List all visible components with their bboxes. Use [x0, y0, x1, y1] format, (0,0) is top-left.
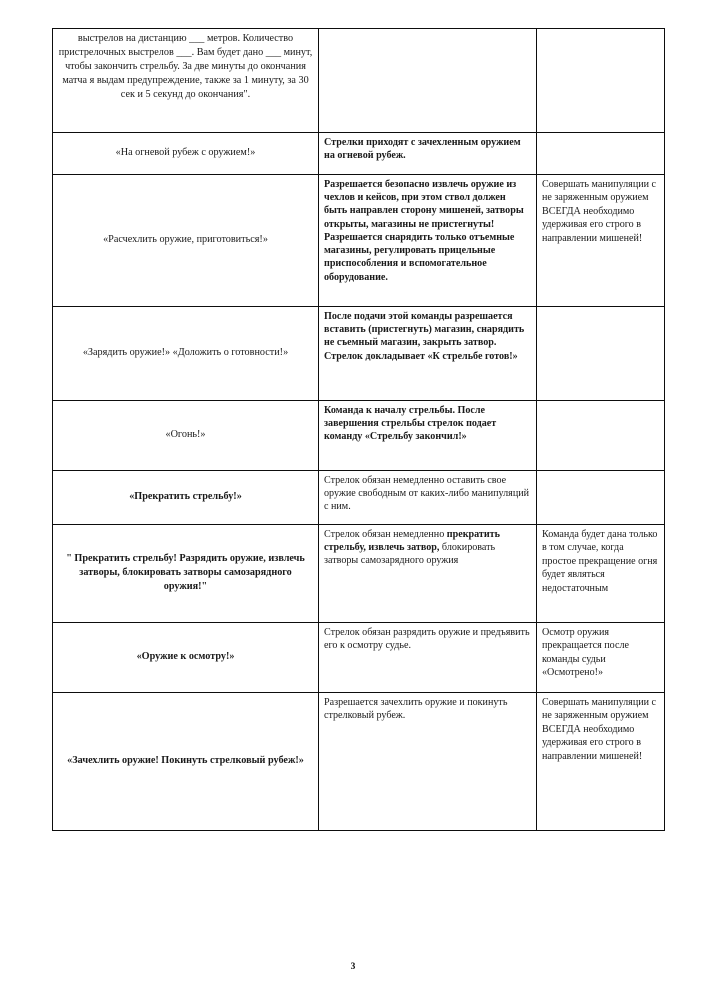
cell-note	[537, 29, 665, 133]
cell-action: Стрелок обязан немедленно оставить свое оружие свободным от каких-либо манипуляций с ним.	[319, 471, 537, 525]
table-row	[53, 401, 665, 471]
table-row	[53, 471, 665, 525]
table-row	[53, 133, 665, 175]
page-number: 3	[350, 962, 356, 972]
table-row	[53, 623, 665, 693]
table-row	[53, 693, 665, 831]
cell-command: «На огневой рубеж с оружием!»	[53, 133, 319, 175]
cell-note: Совершать манипуляции с не заряженным оружием ВСЕГДА необходимо удерживая его строго в направлении мишеней!	[537, 175, 665, 307]
cell-note	[537, 401, 665, 471]
cell-command: выстрелов на дистанцию ___ метров. Количество пристрелочных выстрелов ___. Вам будет дано ___ минут, чтобы закончить стрельбу. За две минуты до окончания матча я выдам предупреждение, также за 1 минуту, за 30 сек и 5 секунд до окончания".	[53, 29, 319, 133]
cell-action: Команда к началу стрельбы. После завершения стрельбы стрелок подает команду «Стрельбу закончил!»	[319, 401, 537, 471]
table-row	[53, 307, 665, 401]
cell-command: «Расчехлить оружие, приготовиться!»	[53, 175, 319, 307]
commands-table	[52, 28, 665, 831]
cell-action: После подачи этой команды разрешается вставить (пристегнуть) магазин, снарядить не съемный магазин, закрыть затвор. Стрелок докладывает «К стрельбе готов!»	[319, 307, 537, 401]
table-row	[53, 175, 665, 307]
cell-note: Совершать манипуляции с не заряженным оружием ВСЕГДА необходимо удерживая его строго в направлении мишеней!	[537, 693, 665, 831]
table-row	[53, 525, 665, 623]
cell-note: Команда будет дана только в том случае, когда простое прекращение огня будет являться недостаточным	[537, 525, 665, 623]
action-text-suffix: блокировать затворы самозарядного оружия	[324, 542, 496, 567]
cell-note	[537, 307, 665, 401]
cell-action	[319, 525, 537, 623]
cell-action: Стрелок обязан разрядить оружие и предъявить его к осмотру судье.	[319, 623, 537, 693]
cell-action: Стрелки приходят с зачехленным оружием на огневой рубеж.	[319, 133, 537, 175]
cell-action	[319, 29, 537, 133]
cell-command: «Огонь!»	[53, 401, 319, 471]
action-text-prefix: Стрелок обязан немедленно	[324, 529, 447, 540]
cell-command: «Оружие к осмотру!»	[53, 623, 319, 693]
cell-command: «Зарядить оружие!» «Доложить о готовности!»	[53, 307, 319, 401]
table-row	[53, 29, 665, 133]
cell-command: " Прекратить стрельбу! Разрядить оружие, извлечь затворы, блокировать затворы самозарядного оружия!"	[53, 525, 319, 623]
cell-note: Осмотр оружия прекращается после команды судьи «Осмотрено!»	[537, 623, 665, 693]
cell-action: Разрешается безопасно извлечь оружие из чехлов и кейсов, при этом ствол должен быть направлен сторону мишеней, затворы открыты, магазины не пристегнуты! Разрешается снарядить только отъемные магазины, регулировать прицельные приспособления и вспомогательное оборудование.	[319, 175, 537, 307]
cell-action: Разрешается зачехлить оружие и покинуть стрелковый рубеж.	[319, 693, 537, 831]
cell-note	[537, 471, 665, 525]
cell-note	[537, 133, 665, 175]
cell-command: «Прекратить стрельбу!»	[53, 471, 319, 525]
action-text-emphasis: прекратить стрельбу, извлечь затвор,	[324, 529, 500, 554]
cell-command: «Зачехлить оружие! Покинуть стрелковый рубеж!»	[53, 693, 319, 831]
